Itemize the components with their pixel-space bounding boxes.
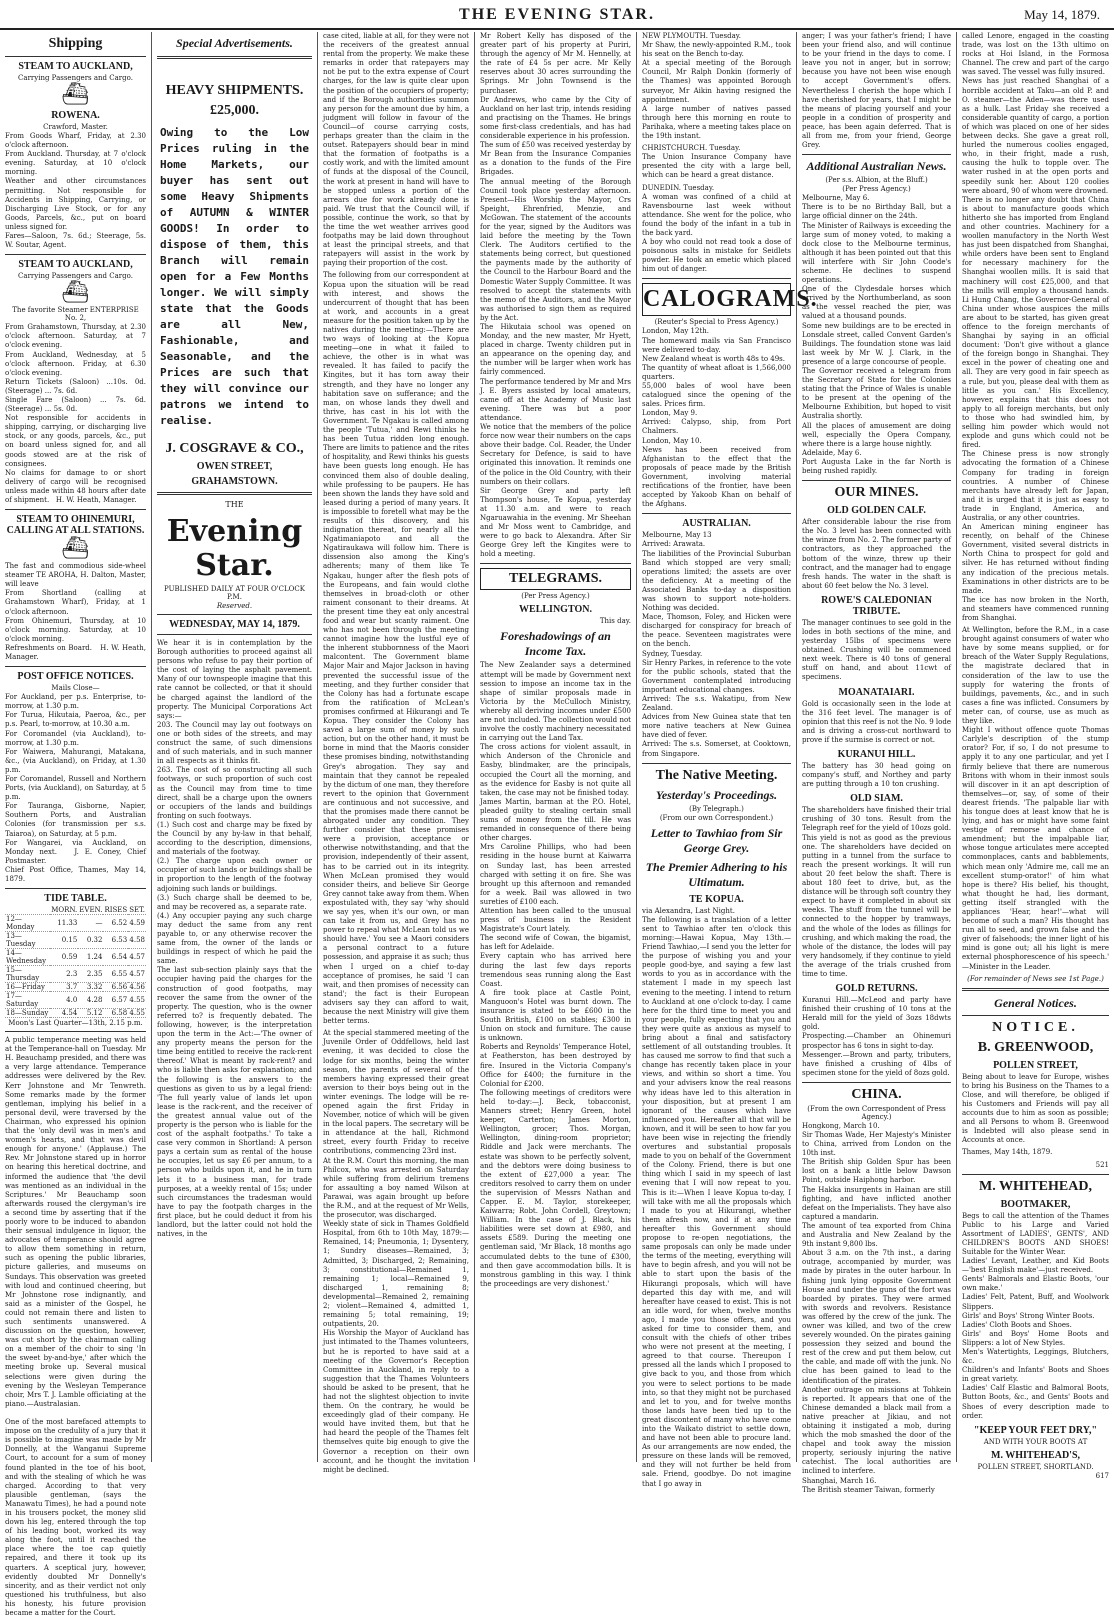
- tide-table-cell: 3.7: [50, 983, 78, 992]
- divider: [962, 1015, 1109, 1016]
- firm-street: OWEN STREET,: [196, 461, 273, 472]
- rowe-text: The manager continues to see gold in the lodes in both sections of the mine, and yesterday 15lbs of specimens were obtained. Crushing will be commenced next week. There is 40 tons of general stuff on hand, and about 11cwt of specimens.: [802, 618, 954, 682]
- telegrams-subheading: (Per Press Agency.): [521, 592, 590, 601]
- tide-table-cell: 4.54: [50, 1009, 78, 1018]
- issue-date: May 14, 1879.: [1024, 7, 1100, 22]
- tide-table-cell: 6.54: [103, 949, 128, 966]
- china-heading: CHINA.: [851, 1086, 902, 1102]
- post-office-heading: POST OFFICE NOTICES.: [17, 671, 134, 683]
- greenwood-date: Thames, May 14th, 1879.: [962, 1148, 1053, 1157]
- tide-table-cell: —: [78, 915, 103, 932]
- dunedin-news: DUNEDIN. Tuesday. A woman was confined of a child at Ravensbourne last week without attendance. She went for the police, who found the body of the infant in a tub in the back yard. A boy who could not read took a dose of poisonous salts in mistake for Seidlets powder. He took an emetic which placed him out of danger.: [642, 183, 791, 274]
- whitehead-trade: BOOTMAKER,: [1000, 1198, 1071, 1210]
- tide-table-cell: 4.28: [78, 992, 103, 1009]
- cosgrave-ad-text: Owing to the Low Prices ruling in the Home Markets, our buyer has sent out some Heavy Shipments of AUTUMN & WINTER GOODS! In order to dispose of them, this Branch will remain open for a Few Months longer. We will simply state that the Goods are all New, Fashionable, and Seasonable, and the Prices are such that they will convince our patrons we intend to realise.: [160, 126, 309, 427]
- whitehead-text: Begs to call the attention of the Thames Public to his Large and Varied Assortment of LADIES', GENTS', AND CHILDREN'S BOOTS AND SHOES! Suitable for the Winter Wear. Ladies' Levant, Leather, and Kid Boots—'best English make'—just received. Gents' Balmorals and Elastic Boots, 'our own make.' Ladies' Felt, Patent, Buff, and Woolwork Slippers. Girls' and Boys' Strong Winter Boots. Ladies' Cloth Boots and Shoes. Girls' and Boys' Home Boots and Slippers: a lot of New Styles. Men's Watertights, Leggings, Blutchers, &c. Children's and Infants' Boots and Shoes in great variety. Ladies' Calf Elastic and Balmoral Boots, Button Boots, &c., and Gents' Boots and Shoes of every description made to order.: [962, 1211, 1109, 1420]
- divider: [802, 480, 951, 481]
- column-editorial: [318, 32, 475, 1474]
- kuranui-heading: KURANUI HILL.: [837, 749, 916, 760]
- steam-auckland-heading-2: STEAM TO AUCKLAND,: [18, 259, 133, 271]
- tide-column-header: SET.: [129, 906, 145, 915]
- native-meeting-text: via Alexandra, Last Night. The following is a translation of a letter sent to Tawhiao after ten o'clock this morning:—Hawai Kopua, May 13th.—Friend Tawhiao,—I send you the letter for the purpose of wishing you and your people good-bye, and saying a few last words to you as in accordance with the statement I made in my speech last evening to the meeting. I intend to return to Auckland at one o'clock to-day. I came here for the third time to meet you and your people, fully expecting that you and they were quite as anxious as myself to bring about a final and satisfactory settlement of all outstanding troubles. It has caused me sorrow to find that such a change has recently taken place in your views, and within so short a time. You and your advisers know the real reasons why ideas have led to this alteration in your disposition, but at present I am ignorant of the causes which have influenced you. Hereafter all that will be known, and it will be seen to how far you have been wise in rejecting the friendly overtures and substantial proposals made to you on behalf of the Government of the Colony. Friend, there is but one thing which I said in my speech of last evening that I will now repeat to you. This is it:—When I leave Kopua to-day, I will take with me all the proposals which I made to you at Hikurangi, whether them afresh now, and if at any time hereafter this Government should propose to re-open negotiations, the same proposals can only be made under the terms of the meeting, everything will have to begin afresh, and you will not be able to start upon the basis of the Hikurangi proposals, which will have departed this day with me, and will hereafter have ceased to exist. This is not an idle word, for when, twelve months ago, I made you those offers, and you asked for time to consider them, and consult with the chiefs of other tribes who were not present at the meeting, I agreed to that course. Thereupon I pressed all the lands which I proposed to give back to you, and those from which you were to select portions to be made into, so that they might not be purchased and let to you, and for twelve months those lands have been tied up to the great discontent of many who have come into the Waikato district to settle down, and have not been able to procure land. As our arrangements are now ended, the pressure on these lands will be removed, and they will not further be held from sale. Friend, goodbye. Do not imagine that I go away in: [642, 906, 791, 1488]
- additional-news-text: Melbourne, May 6. There is to be no Birthday Ball, but a large official dinner on the 24th. The Minister of Railways is exceeding the large sum of money voted, to making a dock close to the Melbourne terminus, although it has been pointed out that this will interfere with Sir John Coode's scheme. He declines to suspend operations. One of the Clydesdale horses which arrived by the Northumberland, as soon as the vessel reached the pier, was valued at a thousand pounds. Some new buildings are to be erected in Lonsdale street, called Convent Garden's Buildings. The foundation stone was laid last week by Mr W. J. Clark, in the presence of a large concourse of people. The Governor received a telegram from the Secretary of State for the Colonies stating that the Prince of Wales is unable to be present at the opening of the Melbourne Exhibition, but hoped to visit Australia shortly. All the places of amusement are doing well, especially the Opera Company, where there is a large house nightly. Adelaide, May 6. Port Augusta Lake in the far North is being rushed rapidly.: [802, 194, 951, 476]
- tide-table-cell: 6.53: [103, 932, 128, 949]
- column-notices: [957, 32, 1114, 1480]
- tide-table-row: [5, 992, 146, 1009]
- tide-table-cell: 4.55: [129, 1009, 145, 1018]
- gold-returns-heading: GOLD RETURNS.: [835, 983, 918, 995]
- divider: [5, 509, 146, 510]
- tide-table-row: [5, 983, 146, 992]
- steamship-icon: ⛴: [61, 82, 90, 107]
- tide-table-cell: 4.58: [128, 932, 146, 949]
- steam-auckland-subheading: Carrying Passengers and Cargo.: [18, 74, 133, 82]
- tide-table-cell: 16—Friday: [5, 983, 50, 992]
- old-siam-text: The shareholders have finished their trial crushing of 30 tons. Result from the Telegraph reef for the yield of 10ozs gold. This yield is not as good as the previous one. The shareholders have decided on putting in a tunnel from the surface to reach the present workings. It will run about 20 feet below the shaft. There is about 180 feet to drive, but, as the distance will be through soft country they expect to have it completed in about six weeks. The stuff from the tunnel will be connected to the hopper by tramways, and the whole of the lodes as fillings for crushing, and which making the road, the whole of the distance, the lodes will pay very handsomely, if they continue to yield the average of the trials crushed from time to time.: [802, 806, 954, 978]
- native-meeting-correspondent: (From our own Correspondent.): [659, 813, 774, 822]
- tide-column-header: MORN.: [51, 906, 78, 915]
- wellington-news: The New Zealander says a determined attempt will be made by Government next session to impose an income tax in the shape of similar proposals made in Victoria by the McCulloch Ministry, whereby all deriving incomes under £500 are not included. The collection would not involve the costly machinery necessitated in carrying out the Land Tax. The cross actions for violent assault, in which Anderson of the Chronicle and Easby, blindmaker, are the principals, occupied the Court all the morning, and as the evidence for Easby is not quite all taken, the case may not be finished today. James Martin, barman at the P.O. Hotel, pleaded guilty to stealing certain small sums of money from the till. He was remanded in consequence of there being other charges. Mrs Caroline Phillips, who had been residing in the house burnt at Kaiwarra on Sunday last, has been arrested charged with setting it on fire. She was brought up this afternoon and remanded for a week. Bail was allowed in two sureties of £100 each. Attention has been called to the unusual press of business in the Resident Magistrate's Court lately. The second wife of Cowan, the bigamist, has left for Adelaide. Every captain who has arrived here during the last few days reports tremendous seas running along the East Coast. A fire took place at Castle Point, Manguoon's Hotel was burnt down. The insurance is stated to be £600 in the South British, £100 on stables; £300 in Union on stock and furniture. The cause is unknown. Roberts and Reynolds' Temperance Hotel, at Featherston, has been destroyed by fire. Insured in the Victoria Company's Office for £400; the furniture in the Colonial for £200. The following meetings of creditors were held to-day:—J. Beck, tobacconist, Manners street; Henry Green, hotel keeper, Carterton; James Morton, Wellington, grocer; Thos. Morgan, Wellington, dining-room proprietor; Riddle and Jack were merchants. The estate was shown to be perfectly solvent, and the debtors were doing business to the extent of £27,000 a year. The creditors resolved to carry them on under the supervision of Messrs Nathan and Capper. E. M. Taylor, storekeeper, Kaiwarra; Robt. John Cordell, Greytown; William. In the case of J. Black, his liabilities were set down at £980, and assets £589. During the meeting one gentleman said, 'Mr Black, 18 months ago accumulated debts to the tune of £300, and then gave accommodation bills. It is monstrous gambling in this way. I think the proceedings are very dishonest.': [480, 661, 631, 1288]
- divider: [642, 763, 791, 764]
- evening-star-logo: Evening Star.: [166, 514, 303, 583]
- tide-table-row: [5, 949, 146, 966]
- calograms-subheading: (Reuter's Special to Press Agency.): [654, 318, 779, 327]
- tide-table-header: [5, 906, 146, 915]
- tide-table-cell: 5.12: [78, 1009, 103, 1018]
- firm-name: J. COSGRAVE & CO.,: [165, 441, 304, 456]
- column-shipping: [0, 32, 152, 1617]
- telegrams-heading: TELEGRAMS.: [480, 568, 631, 590]
- steamship-icon: ⛴: [61, 280, 90, 306]
- calograms-text: London, May 12th. The homeward mails via San Francisco were delivered to-day. New Zealand wheat is worth 48s to 49s. The quantity of wheat afloat is 1,566,000 quarters. 55,000 bales of wool have been catalogued since the opening of the sales. Prices firm. London, May 9. Arrived: Calypso, ship, from Port Chalmers. London, May 10. News has been received from Afghanistan to the effect that the proposals of peace made by the British Government, involving material rectifications of the frontier, have been accepted by Yakoob Khan on behalf of the Afghans.: [642, 327, 791, 509]
- tide-table-cell: 2.35: [78, 966, 103, 983]
- column-local-telegrams: [475, 32, 637, 1462]
- tide-table-body: [5, 915, 146, 1018]
- post-office-notices: For Auckland, per p.s. Enterprise, to-morrow, at 1.30 p.m. For Turua, Hikutaia, Paeroa, &c., per p.s. Pearl, to-morrow, at 10.30 a.m. For Coromandel (via Auckland), to-morrow, at 1.30 p.m. For Waiwera, Mahurangi, Matakana, &c., (via Auckland), on Friday, at 1.30 p.m. For Coromandel, Russell and Northern Ports, (via Auckland), on Saturday, at 5 p.m. For Tauranga, Gisborne, Napier, Southern Ports, and Australian Colonies (for transmission per s.s. Taiaroa), on Saturday, at 5 p.m. For Wangarei, via Auckland, on Monday next. J. E. Coney, Chief Postmaster. Chief Post Office, Thames, May 14, 1879.: [5, 693, 146, 883]
- heavy-shipments-heading: HEAVY SHIPMENTS.: [165, 83, 304, 98]
- china-subheading: (From the own Correspondent of Press Agency.): [807, 1104, 946, 1121]
- greenwood-name: B. GREENWOOD,: [977, 1039, 1094, 1055]
- steam-auckland-subheading-2: Carrying Passengers and Cargo.: [18, 272, 133, 281]
- golden-calf-text: After considerable labour the rise from the No. 3 level has been connected with the winze from No. 2. The former party of contractors, as they approached the bottom of the winze, threw up their contract, and the manager had to engage fresh hands. The water in the shaft is about 60 feet below the No. 3 level.: [802, 518, 954, 590]
- firm-town: GRAHAMSTOWN.: [191, 476, 278, 487]
- the-label: THE: [225, 500, 244, 509]
- divider: [5, 888, 146, 889]
- steam-ohinemuri-heading: STEAM TO OHINEMURI, CALLING AT ALL STATIONS.: [6, 514, 145, 537]
- tide-column-header: [5, 906, 50, 915]
- tide-table-cell: 18—Sunday: [6, 1009, 49, 1018]
- tide-column-header: EVEN.: [79, 906, 103, 915]
- golden-calf-heading: OLD GOLDEN CALF.: [827, 505, 926, 517]
- australian-heading: AUSTRALIAN.: [682, 518, 751, 530]
- steamer-name: ROWENA.: [51, 110, 100, 121]
- steamship-icon: ⛴: [61, 536, 90, 562]
- divider: [157, 492, 312, 495]
- special-advertisements-heading: Special Advertisements.: [176, 36, 293, 50]
- new-plymouth-news: NEW PLYMOUTH. Tuesday. Mr Shaw, the newly-appointed R.M., took his seat on the Bench to-day. At a special meeting of the Borough Council, Mr Ralph Donkin (formerly of the Thames) was appointed Borough surveyor, Mr Aikin having resigned the appointment. A large number of natives passed through here this morning en route to Parihaka, where a meeting takes place on the 19th instant.: [642, 32, 791, 141]
- steamer-name-2: The favorite Steamer ENTERPRISE No. 2,: [12, 306, 139, 323]
- masthead: [0, 0, 1114, 30]
- wellington-day: This day.: [599, 617, 631, 626]
- steam-auckland-heading: STEAM TO AUCKLAND,: [18, 61, 133, 72]
- tide-column-header: RISES: [104, 906, 128, 915]
- tide-table-cell: 13—Tuesday: [5, 932, 50, 949]
- tide-table-cell: 6.55: [103, 966, 128, 983]
- tide-table-cell: 11.33: [50, 915, 78, 932]
- tide-table-cell: 3.32: [78, 983, 103, 992]
- divider: [480, 563, 631, 564]
- tide-table-cell: 4.0: [50, 992, 78, 1009]
- whitehead-ad-number: 617: [1095, 1471, 1109, 1480]
- income-tax-heading: Foreshadowings of an Income Tax.: [500, 629, 611, 659]
- shipping-heading: Shipping: [48, 36, 103, 51]
- premier-heading: The Premier Adhering to his Ultimatum.: [645, 859, 788, 889]
- column-news-mines: [797, 32, 957, 1494]
- divider: [5, 254, 146, 255]
- tide-table-row: [5, 1009, 146, 1018]
- divider: [642, 513, 791, 514]
- tide-table-cell: 14—Wednesday: [5, 949, 50, 966]
- tide-table-cell: 4.55: [128, 992, 146, 1009]
- tide-table-cell: 6.56: [103, 983, 128, 992]
- divider: [642, 278, 791, 279]
- additional-news-sub-1: (Per s.s. Albion, at the Bluff.): [825, 176, 928, 185]
- tide-table: [5, 906, 146, 1018]
- continued-note: (For remainder of News see 1st Page.): [967, 974, 1104, 983]
- steamer-schedule: From Goods Wharf, Friday, at 2.30 o'clock afternoon. From Auckland. Thursday, at 7 o'clock evening. Saturday, at 10 o'clock morning. Weather and other circumstances permitting. Not responsible for Accidents in Shipping, Carrying, or Discharging Live Stock, or for any Goods, Parcels, &c., put on board unless signed for. Fares—Saloon, 7s. 6d.; Steerage, 5s. W. Soutar, Agent.: [5, 132, 146, 250]
- australian-text: Melbourne, May 13 Arrived: Arawata. The liabilities of the Provincial Suburban Band which stopped are very small; operations limited; the assets are over the deficiency. At a meeting of the Associated Banks to-day a disposition was shown to support note-holders. Nothing was decided. Mace, Thomson, Foley, and Hicken were discharged for conspiracy for breach of the peace. Seventeen magistrates were on the bench. Sydney, Tuesday. Sir Henry Parkes, in reference to the vote for the public schools, stated that the Government contemplated introducing important educational changes. Arrived: The s.s. Wakatipu, from New Zealand. Advices from New Guinea state that ten more native teachers at New Guinea have died of fever. Arrived: The s.s. Somerset, at Cooktown, from Singapore.: [642, 531, 791, 758]
- tide-table-cell: 15—Thursday: [5, 966, 50, 983]
- moanataiari-text: Gold is occasionally seen in the lode at the 316 feet level. The manager is of opinion that this reef is not the No. 9 lode and is driving a cross-cut northward to prove if the surmise is correct or not.: [802, 699, 954, 744]
- reserved-label: Reserved.: [216, 602, 253, 610]
- tide-table-row: [5, 966, 146, 983]
- tide-table-cell: 4.56: [129, 983, 145, 992]
- article-text: A public temperance meeting was held at the Temperance-hall on Tuesday. Mr H. Beauchamp presided, and there was a very large attendance. Temperance addresses were delivered by the Rev. Kerr Johnstone and Mr Tenwreth. Some remarks made by the former gentleman, implying his belief in a personal devil, were traversed by the Chairman, who expressed his opinion that the 'only devil was in men's and women's hearts, and that was devil enough for anyone.' (Applause.) The Rev. Mr Johnstone stared up in horror on hearing this heretical doctrine, and informed the audience that 'the devil was mentioned as an individual in the Scriptures.' Mr Beauchamp soon afterwards roused the clergyman's ire a second time by asserting that if the poorly wore to be induced to abandon their sensual indulgence in liquor, the advocates of temperance should agree to allow them something in return, such as opening the public libraries, picture galleries, and museums on Sundays. This observation was greeted with loud and continued cheering, but Mr Johnstone rose indignantly, and said as a minister of the Gospel, he could not remain there and listen to such sentiments unanswered. A discussion on the question, however, was cut short by the chairman calling on a member of the choir to sing 'In the sweet by-and-bye,' after which the meeting broke up. Several musical selections were given during the evening by the Wesleyan Temperance choir, Mrs T. J. Lamble officiating at the piano.—Australasian. One of the most barefaced attempts to impose on the credulity of a jury that it is possible to imagine was made by Mr Donnelly, at the Wanganui Supreme Court, to account for a sum of money found planted in the toe of his boot, and with the stealing of which he was charged. According to that very plausible gentleman, (says the Manawatu Times), he had a pound note in his trousers pocket, the money slid down his leg, entered through the top of his leading boot, worked its way along the foot, until it reached the place where the toe cap quietly repaired, and there it took up its quarters. A sceptical jury, however, evidently doubted Mr Donnelly's sincerity, and as their verdict not only questioned his truthfulness, but also his honesty, his future provision became a matter for the Court.: [5, 1036, 146, 1617]
- greenwood-ad-number: 521: [1095, 1160, 1109, 1169]
- tide-table-cell: 4.59: [128, 915, 146, 932]
- whitehead-name-2: M. WHITEHEAD'S,: [991, 1449, 1080, 1461]
- tide-table-heading: TIDE TABLE.: [44, 893, 107, 905]
- tide-table-cell: 1.24: [78, 949, 103, 966]
- kuranui-text: The battery has 30 head going on company's stuff, and Northey and party are putting through a 10 ton crushing.: [802, 762, 954, 789]
- gold-returns-text: Kuranui Hill.—McLeod and party have finished their crushing of 10 tons at the Herald mill for the yield of 3ozs 18dwts gold. Prospecting.—Chamber an Ohinemuri prospector has 6 tons in sight to-day. Messenger.—Brown and party, tributers, have finished a crushing of 4lbs of specimen stone for the yield of 8ozs gold.: [802, 996, 951, 1077]
- divider: [5, 666, 146, 667]
- whitehead-address: POLLEN STREET, SHORTLAND.: [977, 1462, 1094, 1471]
- local-news-2: Mr Robert Kelly has disposed of the greater part of his property at Puriri, through the agency of Mr M. Hennelly, at the rate of £4 5s per acre. Mr Kelly reserves about 30 acres surrounding the Springs. Mr John Townsend is the purchaser. Dr Andrews, who came by the City of Auckland on her last trip, intends residing and practising on the Thames. He brings some first-class credentials, and has had considerable experience in his profession. The sum of £50 was received yesterday by Mr Bean from the Insurance Companies as a donation to the funds of the Fire Brigades. The annual meeting of the Borough Council took place yesterday afternoon. Present—His Worship the Mayor, Crs Speight, Ehrenfried, Menzie, and McGowan. The statement of the accounts for the year, signed by the Auditors was laid before the meeting by the Town Clerk. The Auditors certified to the statements being correct, but questioned the payments made by the authority of the Council to the Harbour Board and the Domestic Water Supply Committee. It was resolved to accept the statements with the memo of the Auditors, and the Mayor was authorised to sign them as required by the Act. The Hikutaia school was opened on Monday, and the new master, Mr Hyett, placed in charge. Twenty children put in an appearance on the opening day, and the number will be larger when work has fairly commenced. The performance tendered by Mr and Mrs J. E. Byers assisted by local amateurs, came off at the Academy of Music last evening. There was but a poor attendance. We notice that the members of the police force now wear their numbers on the caps above their badge. Col. Reader, the Under Secretary for Defence, is said to have originated this innovation. It reminds one of the police in the Old Country, with their numbers on their collars. Sir George Grey and party left Thompson's house, Te Kopua, yesterday at 11.30 a.m. and were to reach Ngaruawahia in the evening. Mr Sheehan and Mr Moss went to Cambridge, and were to go back to Alexandra. After Sir George Grey left the Kingites were to hold a meeting.: [480, 32, 631, 559]
- additional-news-heading: Additional Australian News.: [806, 159, 947, 174]
- tide-table-cell: 4.57: [128, 966, 146, 983]
- editorial-text: We hear it is in contemplation by the Borough authorities to proceed against all persons who refuse to pay their portion of the cost of laying the asphalt pavement. Many of our townspeople imagine that this rate cannot be collected, or that it should be charged against the landlord of the property. The Municipal Corporations Act says:— 203. The Council may lay out footways on one or both sides of the streets, and may construct the same, of such dimensions and of such materials, and in such manner in all respects as it thinks fit. 263. The cost of so constructing all such footways, or such proportion of such cost as the Council may from time to time direct, shall be a charge upon the owners or occupiers of the lands and buildings fronting on such footways. (1.) Such cost and charge may be fixed by the Council by any by-law in that behalf, according to the description, dimensions, and materials of the footway. (2.) The charge upon each owner or occupier of such lands or buildings shall be in proportion to the length of the footway adjoining such lands or buildings. (3.) Such charge shall be deemed to be, and may be recovered as, a separate rate. (4.) Any occupier paying any such charge may deduct the same from any rent payable to, or any otherwise recover the same from, the owner of the lands or buildings in respect of which he paid the same. The last sub-section plainly says that the occupier having paid the charges for the construction of good footpaths, may recover the same from the owner of the property. The question, who is the owner referred to? is frequently debated. The following, however, is the interpretation upon the term in the Act:—'The owner of any property means the person for the time being entitled to receive the rack-rent thereof.' What is meant by rack-rent? and who is liable then asks for explanation; and the following is the answers to the questions as given to us by a legal friend: 'The full yearly value of lands let upon lease is the rack-rent, and the receiver of the greatest annual value out of the property is the person who is liable for the cost of the asphalt footpaths.' To take a case very common in Shortland: A person pays a certain sum as rental of the house he occupies, let us say £6 per annum, to a person who builds upon it, and he in turn lets it to a business man, for trade purposes, at a weekly rental of 15s; under such circumstances the tradesman would have to pay the footpath charges in the first place, but he could deduct it from his landlord, but the latter could not hold the natives, in the: [157, 639, 312, 1239]
- divider: [802, 1082, 951, 1083]
- wellington-heading: WELLINGTON.: [519, 604, 592, 616]
- tide-table-cell: 17—Saturday: [5, 992, 50, 1009]
- divider: [157, 56, 312, 59]
- steamer-master: Crawford, Master.: [43, 123, 108, 131]
- divider: [962, 988, 1109, 991]
- additional-news-sub-2: (Per Press Agency.): [842, 185, 911, 194]
- divider: [802, 154, 951, 155]
- china-continued: called Lenore, engaged in the coasting trade, was lost on the 13th ultimo on rocks at Hoi Island, in the Formosa Channel. The crew and part of the cargo was saved. The vessel was fully insured. News has just reached Shanghai of a horrible accident at Taku—an old P. and O. steamer—the Aden—was there used as a hulk. Last Friday she received a considerable quantity of cargo, a portion of which was placed on one of her sides between decks. She gave a great roll, hurled the numerous coolies engaged, who, in their fright, made a rush, causing the hulk to topple over. The water rushed in at the open ports and speedily sunk her. About 120 coolies were aboard, 90 of whom were drowned. There is no longer any doubt that China is about to manufacture goods which hitherto she has imported from England and other countries. Machinery for a woollen manufactory in the North West has just been dispatched from Shanghai, while orders have been sent to England for necessary machinery for the Shanghai woollen mills. It is said that machinery will cost £25,000, and that the mills will employ a thousand hands. Li Hung Chang, the Governor-General of China under whose auspices the mills are about to be started, has given great offence to the foreign merchants of Shanghai by saying in an official document: 'Don't give without a glance of the foreign bongo in Shanghai. They excel in the power of cheating one and all. They are very good in fair speech as a rule, but you, please deal with them as little as you can.' His Excellency, however, explains that this does not apply to all foreign merchants, but only to those who had swindled him, by selling him powder which would not explode and guns which could not be fired. The Chinese press is now strongly advocating the formation of a Chinese Company for trading in foreign countries. A number of Chinese merchants have already left for Japan, and it is urged that it is just as easy to trade in England, America, and Australia, or any other countries. An American mining engineer has recently, on behalf of the Chinese Government, visited several districts in North China to prospect for gold and silver. He has returned without finding any indication of the precious metals. Examinations in other districts are to be made. The ice has now broken in the North, and steamers have commenced running from Shanghai.: [962, 32, 1109, 622]
- column-telegrams: [637, 32, 818, 1488]
- local-news: At the special stammered meeting of the Juvenile Order of Oddfellows, held last evening, it was decided to close the lodge for six months, being the winter season, the parents of several of the members having expressed their great aversion to their boys being out in the winter evenings. The lodge will be re-opened again the first Friday in November, notice of which will be given in the local papers. The secretary will be in attendance at the hall, Richmond street, every fourth Friday to receive contributions, commencing 23rd inst. At the R.M. Court this morning, the man Philcox, who was arrested on Saturday while suffering from delirium tremens for assaulting a boy named Wilson at Parawai, was again brought up before the R.M., and at the request of Mr Wells, the prosecutor, was discharged. Weekly state of sick in Thames Goldfield Hospital, from 6th to 10th May, 1879:—Remained, 14; Pneumonia, 1; Dysentery, 1; Sundry diseases—Remained, 3; Admitted, 3; Discharged, 2; Remaining, 3; constitutional—Remained 1, remaining 1; local—Remained 9, discharged 1, remaining 8; developmental—Remained 2, remaining 2; violent—Remained 4, admitted 1, remaining 5; total remaining, 19; outpatients, 20. His Worship the Mayor of Auckland has just intimated to the Thames volunteers, but he is reported to have said at a meeting of the Governor's Reception Committee in Auckland, in reply to a suggestion that the Thames Volunteers should be asked to be present, that he had not the slightest objection to invite them. On the contrary, he would be exceedingly glad of their company. He would have invited them, but that he had heard the people of the Thames felt themselves quite big enough to give the Governor a reception on their own account, and he thought the invitation might be declined.: [323, 1029, 469, 1474]
- christchurch-news: CHRISTCHURCH. Tuesday. The Union Insurance Company have presented the city with a large bell, which can be heard a great distance.: [642, 144, 791, 180]
- steamer-schedule-2: From Grahamstown, Thursday, at 2.30 o'clock afternoon. Saturday, at 7 o'clock evening. From Auckland, Wednesday, at 5 o'clock afternoon. Friday, at 6.30 o'clock evening. Return Tickets (Saloon) ...10s. 0d. (Steerage) ... 7s. 6d. Single Fare (Saloon) ... 7s. 6d. (Steerage) ... 5s. 0d. Not responsible for accidents in shipping, carrying, or discharging live stock, or any goods, parcels, &c., put on board unless signed for, and all goods stowed are at the risk of consignees. No claims for damage to or short delivery of cargo will be recognised unless made within 48 hours after date of shipment. H. W. Heath, Manager.: [5, 323, 146, 504]
- steamer-schedule-3: The fast and commodious side-wheel steamer TE AROHA, H. Dalton, Master, will leave From Shortland (calling at Grahamstown Wharf), Friday, at 1 o'clock afternoon. From Ohinemuri, Thursday, at 10 o'clock morning. Saturday, at 10 o'clock morning. Refreshments on Board. H. W. Heath, Manager.: [5, 562, 146, 662]
- rowe-heading: ROWE'S CALEDONIAN TRIBUTE.: [821, 594, 932, 617]
- kopua-article: The following from our correspondent at Kopua upon the situation will be read with interest, and shows the undercurrent of thought that has been at work, and accounts in a great measure for the position taken up by the natives during the meeting:—There are two ways of looking at the Kopua meeting—one in what it failed to achieve, the other is in what was revealed. It has failed to pacify the Kingites, but it has torn away their strength, and they have no longer any habitation save on sufferance; and the man, on whose lands they dwell and thrive, has cast in his lot with the Government. Te Ngakau is called among the people 'Tutua,' and Rewi thinks he has been Tutua ridden long enough. There are limits to patience and the rites of hospitality, and Rewi thinks his guests have been guests long enough. He has convinced them also of double dealing, while professing to be paupers. He has been shown the lands they have sold and leased during a period of many years. It is impossible to foretell what may be the results of this discovery, and his indignation thereat, for nearly all the Ngatimaniapoto and all the Ngatiraukawa will follow him. There is dissension also among the King's adherents; many of them like Te Ngakau, hunger after the flesh pots of the Europeans, and fain would clothe themselves in broad-cloth or other raiment consonant to their dreams. At the present time they eat only ancestral food and wear but scanty raiment. One who has not been through the meeting cannot imagine how the lustful eye of the inherent stubbornness of the Maori malcontent. The Government blame Major Mair and Major Jackson in having prevented the successful issue of the meeting, and they further consider that the Colony has had a fortunate escape from the ratification of McLean's promises confirmed at Hikurangi and Te Kopua. They consider the Colony has saved a large sum of money by such action, but on the other hand, it must be borne in mind that the Maoris consider these promises binding, notwithstanding Grey's abrogation. They say and maintain that they cannot be repealed by the dictum of one man, they therefore revert to the opinion that Government are continuous and not successive, and that the promises made there cannot be abrogated under any condition. They further consider that these promises were a provision, acceptance or otherwise notwithstanding, and that the provision, independently of their assent, has to be carried out in its integrity. When McLean promised they would consider theirs, and believe Sir George Grey cannot take away from them. When expostulated with, they say 'why should we say yes, when it's our own, or man can take it from us, and Grey has no power to repeal what McLean told us we should have.' You see a Maori considers a personal contract to a future possession, and appraise it as such; thus when I urged on a chief to-day acceptance of promises, he said 'I can wait, and then promises of necessity can stand'; the fact is their European advisers say they can afford to wait, because the next Ministry will give them better terms.: [323, 271, 472, 1026]
- post-office-subheading: Mails Close—: [51, 684, 100, 693]
- column-advertisements: [152, 32, 318, 1462]
- native-meeting-subheading: Yesterday's Proceedings.: [655, 787, 778, 802]
- our-mines-heading: OUR MINES.: [834, 485, 919, 501]
- general-notices-heading: General Notices.: [994, 995, 1077, 1010]
- tide-table-cell: 0.59: [50, 949, 78, 966]
- tide-table-cell: 4.57: [128, 949, 146, 966]
- notice-heading: NOTICE.: [992, 1019, 1079, 1035]
- old-siam-heading: OLD SIAM.: [850, 793, 903, 805]
- china-text: Hongkong, March 10. Sir Thomas Wade, Her Majesty's Minister to China, arrived from London on the 10th inst. The British ship Golden Spur has been lost on a bank a little below Dawson Point, outside Haiphong harbor. The Hakka insurgents in Hainan are still fighting, and have inflicted another defeat on the Imperialists. They have also captured a mandarin. The amount of tea exported from China and Australia and New Zealand by the 9th instant 9,800 lbs. About 3 a.m. on the 7th inst., a daring outrage, accompanied by murder, was made by pirates in the outer harbour. In fishing junk lying opposite Government House and under the guns of the fort was boarded by pirates. They were armed with swords and revolvers. Resistance was offered by the crew of the junk. The owner was killed, and two of the crew severely wounded. On the pirates gaining possession they seized and bound the rest of the crew and put them below, cut the cable, and made off with the junk. No clue has been gained to lead to the identification of the pirates. Another outrage on missions at Tohkein is reported. It appears that one of the Chinese demanded a black mail from a native preacher at Jikiau, and not obtaining it instigated a mob, during which the mob smashed the door of the chapel and took away the mission property, seriously injuring the native catechist. The local authorities are inclined to interfere. Shanghai, March 16. The British steamer Taiwan, formerly: [802, 1121, 951, 1494]
- whitehead-name: M. WHITEHEAD,: [979, 1178, 1092, 1194]
- tide-table-row: [5, 932, 146, 949]
- native-meeting-heading: The Native Meeting.: [655, 767, 778, 783]
- divider: [5, 56, 146, 57]
- wellington-water-text: At Wellington, before the R.M., in a case brought against consumers of water who have by some means supplied, or for breach of the Water Supply Regulations, the magistrate declared that in consideration of the law to use the supply for watering the fronts of buildings, pavements, &c., and in such cases a fine was inflicted. Consumers by meter can, of course, use as much as they like. Might I without offence quote Thomas Carlyle's description of the stump orator? For, if so, I do not presume to apply it to any one particular, and yet I firmly believe that there are numerous Britons with whom in their inmost souls will discover in it an apt description of themselves—or, say, of some of their dearest friends. 'The palpable liar with his tongue does at least know that he is lying, and has or might have some faint vestige of remorse and chance of amendment; but the impalpable liar, whose tongue articulates mere accepted commonplaces, cants and babblements, which mean only 'Admire me, call me an excellent stump-orator!' of him what hope is there? His belief, his thought, what thought he had, lies dormant, getting itself strangled with the appliances 'Hear, hear!'—what will become of such a man? His thought has run all to seed, and grown false and the giver of falsehoods; the inner light of his mind is gone out; all his light is mere external phosphorescence of his speech.' —Minister in the Leader.: [962, 626, 1109, 971]
- moanataiari-heading: MOANATAIARI.: [838, 686, 915, 698]
- te-kopua-heading: TE KOPUA.: [689, 893, 744, 905]
- greenwood-street: POLLEN STREET,: [993, 1059, 1078, 1071]
- divider: [962, 1174, 1109, 1175]
- divider: [157, 614, 312, 615]
- dateline: WEDNESDAY, MAY 14, 1879.: [169, 619, 300, 630]
- editorial-continued: case cited, liable at all, for they were not the receivers of the greatest annual rental from the property. We make these remarks in order that ratepayers may not be put to the extra expense of Court charges, for the law is quite clear upon the position of the occupiers of property; and if the Borough authorities summon any person for the amount due by him, a judgment will follow in favour of the Council—of course carrying costs, perhaps greater than the claim in the outset. Ratepayers should bear in mind that the formation of footpaths is a costly work, and with the limited amount of funds at the disposal of the Council, the work at present in hand will have to be stopped unless a portion of the arrears due for work already done is paid. We trust that the Council will, if possible, continue the work, so that by the time the wet weather arrives good footpaths may be laid down throughout at least the principal streets, and that ratepayers will assist in the work by paying their proportion of the cost.: [323, 32, 472, 268]
- tide-table-cell: 6.58: [103, 1009, 128, 1018]
- letter-continued: anger; I was your father's friend; I have been your friend also, and will continue to be your friend in the days to come. I leave you not in anger, but in sorrow; because you have not been wise enough to accept Government's offers. Nevertheless I cherish the hope which I have cherished for years, that I might be the means of placing yourself and your people in a condition of prosperity and peace, has been again deferred. That is all from me, from your friend, George Grey.: [802, 32, 954, 150]
- amount-heading: £25,000.: [210, 103, 259, 118]
- native-meeting-telegraph: (By Telegraph.): [689, 804, 744, 813]
- tide-table-cell: 6.52: [103, 915, 128, 932]
- tide-table-cell: 2.3: [50, 966, 78, 983]
- tide-table-cell: 12—Monday: [5, 915, 50, 932]
- calograms-heading: CALOGRAMS.: [642, 283, 791, 316]
- tide-table-row: [5, 915, 146, 932]
- tide-table-cell: 6.57: [103, 992, 128, 1009]
- published-line: PUBLISHED DAILY AT FOUR O'CLOCK P.M.: [164, 585, 305, 601]
- whitehead-slogan-2: AND WITH YOUR BOOTS AT: [983, 1437, 1088, 1446]
- divider: [5, 1031, 146, 1032]
- newspaper-title: THE EVENING STAR.: [459, 6, 655, 23]
- tide-table-cell: 0.32: [78, 932, 103, 949]
- whitehead-slogan: "KEEP YOUR FEET DRY,": [973, 1424, 1098, 1436]
- greenwood-text: Being about to leave for Europe, wishes to bring his Business on the Thames to a Close, and will therefore, be obliged if his Customers and Friends will pay all accounts due to him as soon as possible; and all Persons to whom B. Greenwood is Indebted will also please send in Accounts at once.: [962, 1072, 1112, 1145]
- divider: [157, 634, 312, 635]
- tide-note: Moon's Last Quarter—13th, 2.15 p.m.: [8, 1019, 143, 1028]
- tide-table-cell: 0.15: [50, 932, 78, 949]
- letter-heading: Letter to Tawhiao from Sir George Grey.: [650, 825, 783, 855]
